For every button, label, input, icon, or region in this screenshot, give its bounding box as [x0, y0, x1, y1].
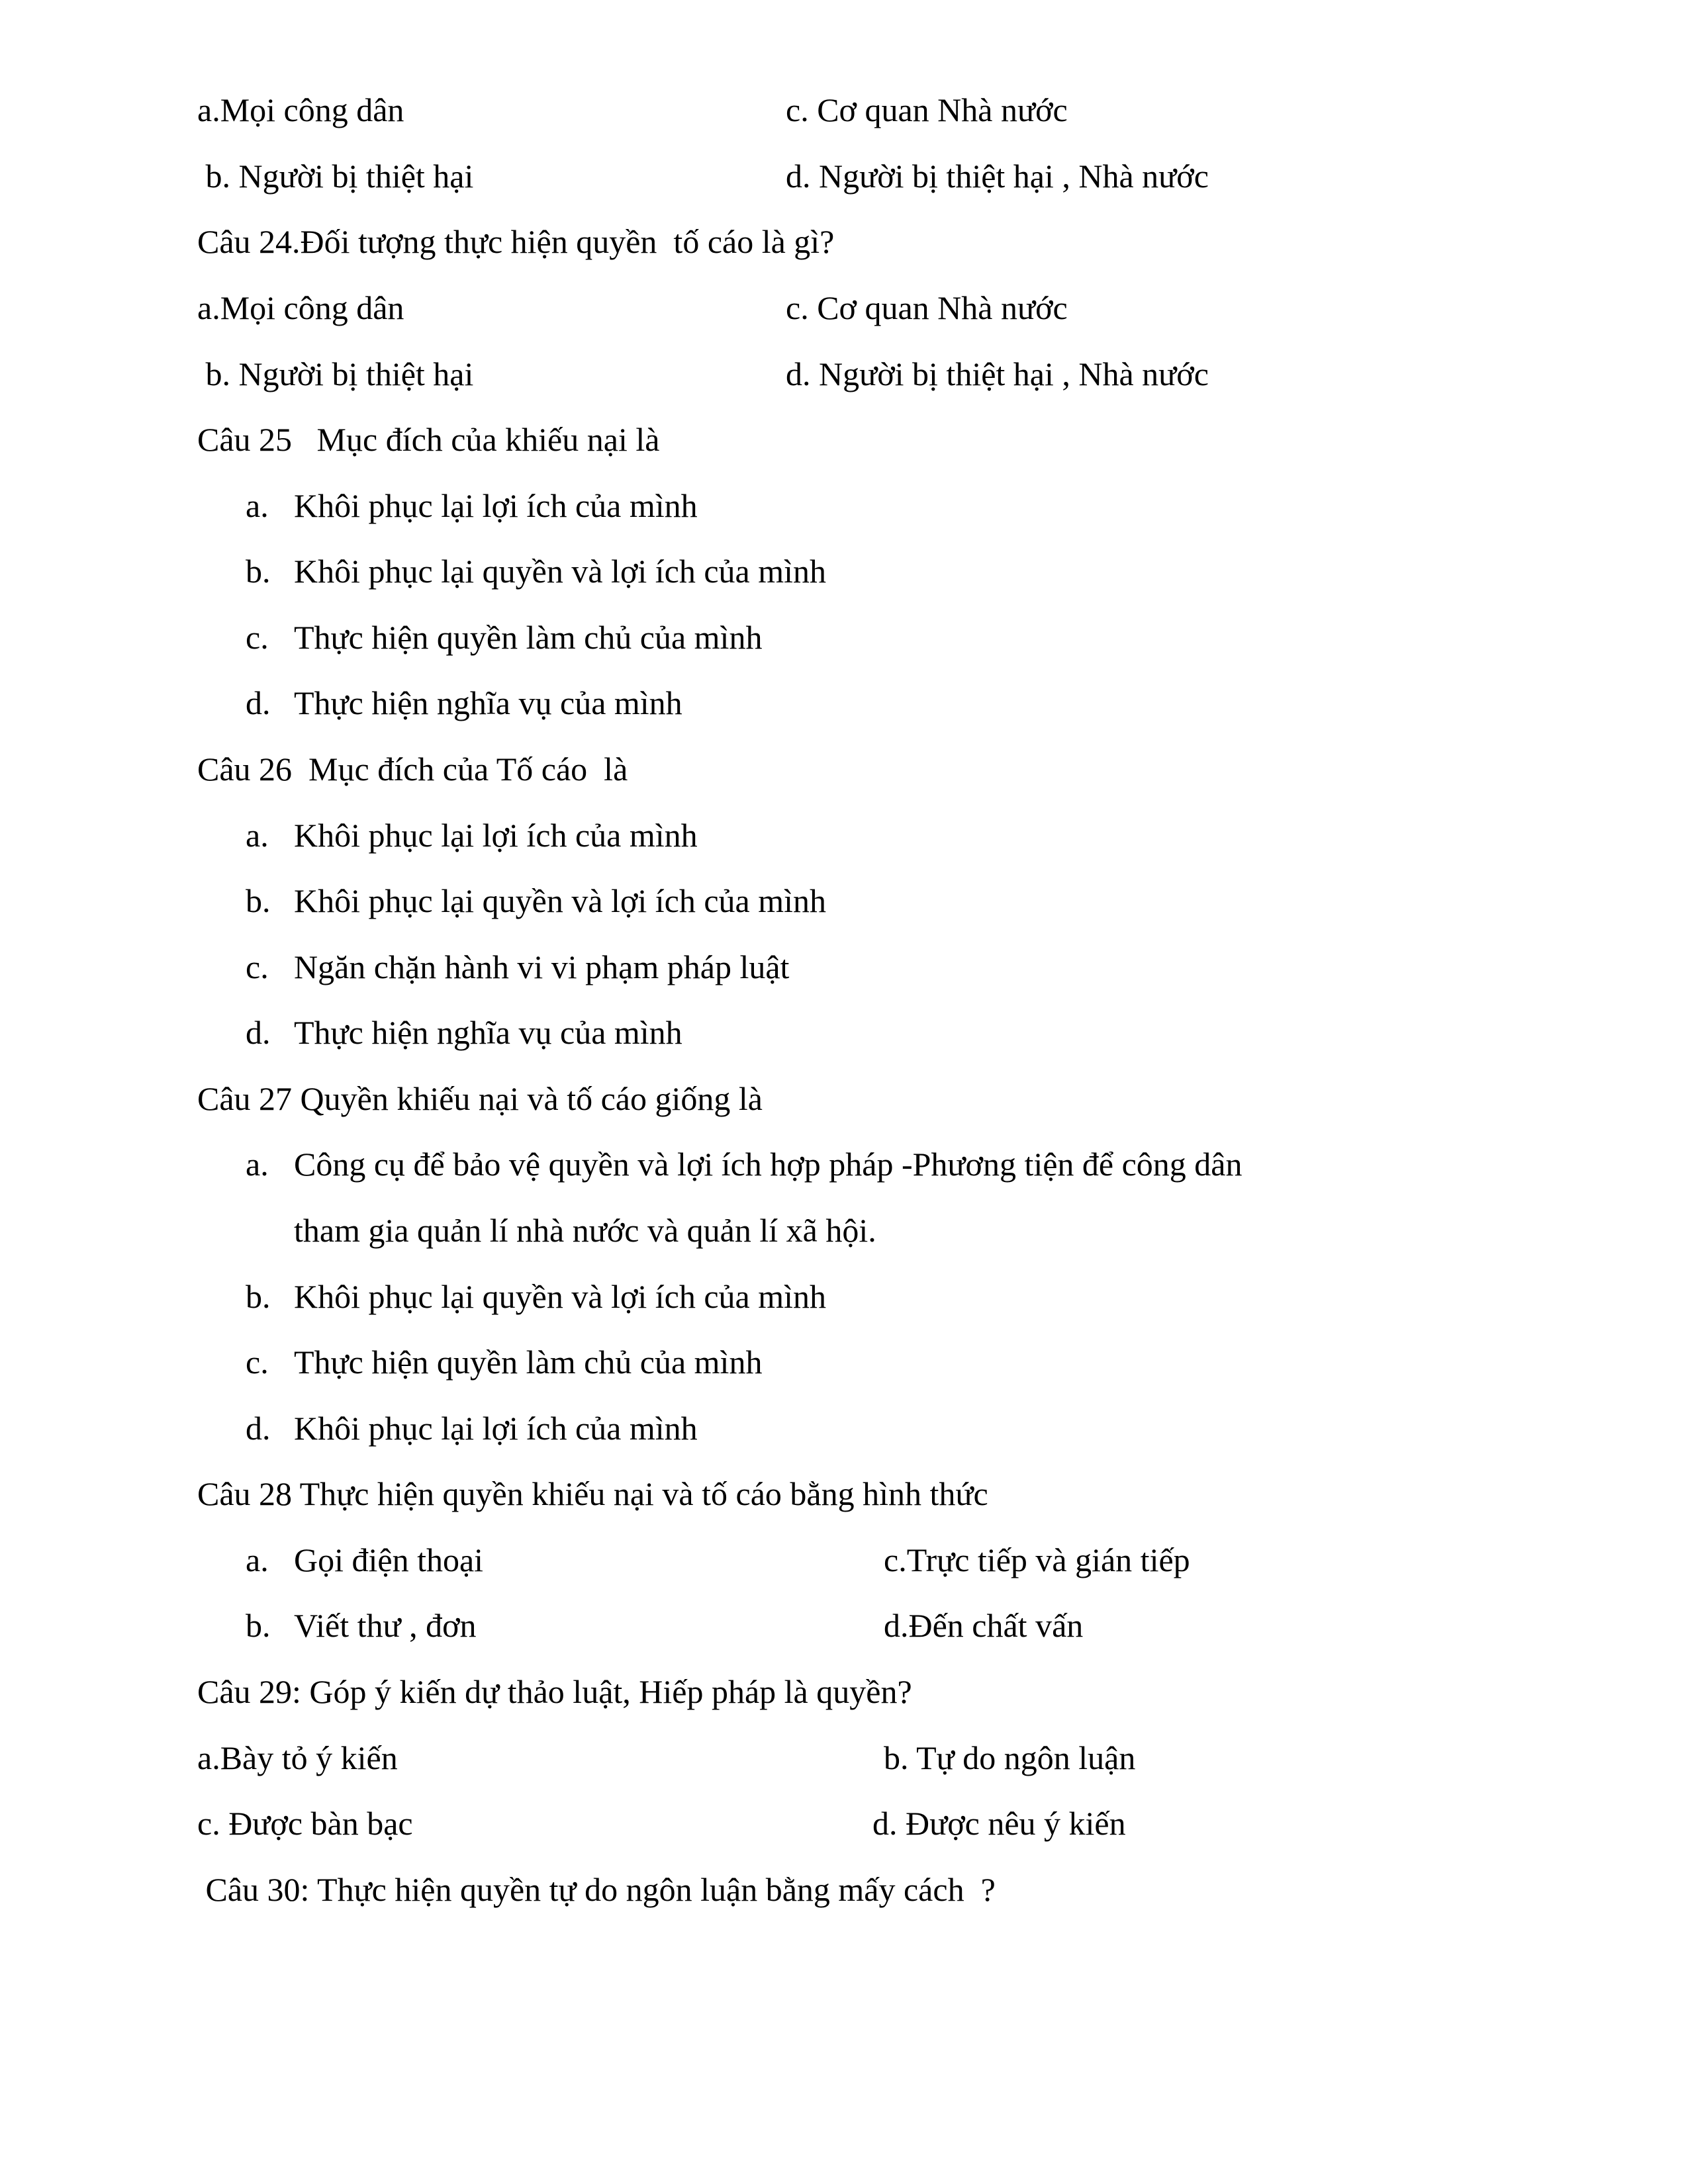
- option-text: Khôi phục lại lợi ích của mình: [294, 817, 698, 854]
- option-text: Thực hiện quyền làm chủ của mình: [294, 1343, 763, 1381]
- q27-option-d: [0, 1395, 1688, 1461]
- option-text: Khôi phục lại quyền và lợi ích của mình: [294, 882, 827, 919]
- option-text: Khôi phục lại quyền và lợi ích của mình: [294, 1278, 827, 1315]
- q23-option-b: b. Người bị thiệt hại: [197, 158, 474, 195]
- q25-option-d: [0, 670, 1688, 736]
- option-text: Thực hiện quyền làm chủ của mình: [294, 619, 763, 656]
- option-text: Thực hiện nghĩa vụ của mình: [294, 684, 682, 721]
- option-text: Khôi phục lại quyền và lợi ích của mình: [294, 553, 827, 590]
- option-letter: a.: [246, 1541, 269, 1578]
- q24-row-bd: [0, 341, 1688, 407]
- option-letter: b.: [246, 1607, 271, 1644]
- q29-option-a: a.Bày tỏ ý kiến: [197, 1739, 398, 1776]
- q29-question: [0, 1659, 1688, 1725]
- option-letter: c.: [246, 619, 269, 656]
- q23-row-ac: [0, 77, 1688, 143]
- option-text: Khôi phục lại lợi ích của mình: [294, 487, 698, 524]
- q30-question: [0, 1856, 1688, 1923]
- q24-option-b: b. Người bị thiệt hại: [197, 355, 474, 392]
- option-text: Ngăn chặn hành vi vi phạm pháp luật: [294, 948, 790, 985]
- q23-option-d: d. Người bị thiệt hại , Nhà nước: [786, 158, 1209, 195]
- option-letter: d.: [246, 684, 271, 721]
- q26-question: [0, 736, 1688, 802]
- option-letter: d.: [246, 1410, 271, 1447]
- q29-row-cd: [0, 1790, 1688, 1856]
- option-letter: c.: [246, 1343, 269, 1381]
- option-letter: a.: [246, 487, 269, 524]
- q23-option-c: c. Cơ quan Nhà nước: [786, 91, 1068, 128]
- option-letter: b.: [246, 1278, 271, 1315]
- option-letter: b.: [246, 553, 271, 590]
- q28-option-c: c.Trực tiếp và gián tiếp: [884, 1541, 1190, 1578]
- q29-row-ab: [0, 1725, 1688, 1791]
- q26-option-a: [0, 802, 1688, 868]
- q23-option-a: a.Mọi công dân: [197, 91, 404, 128]
- q27-option-b: [0, 1263, 1688, 1330]
- q28-row-bd: [0, 1592, 1688, 1659]
- q25-question: [0, 406, 1688, 473]
- q24-option-c: c. Cơ quan Nhà nước: [786, 289, 1068, 326]
- q24-question: [0, 208, 1688, 275]
- q24-option-a: a.Mọi công dân: [197, 289, 404, 326]
- q28-option-b: Viết thư , đơn: [294, 1607, 477, 1644]
- q24-row-ac: [0, 275, 1688, 341]
- q23-row-bd: [0, 143, 1688, 209]
- q29-option-b: b. Tự do ngôn luận: [884, 1739, 1136, 1776]
- q28-row-ac: [0, 1527, 1688, 1593]
- q26-option-b: [0, 868, 1688, 934]
- question-text: Câu 27 Quyền khiếu nại và tố cáo giống là: [197, 1080, 763, 1117]
- q28-option-d: d.Đến chất vấn: [884, 1607, 1084, 1644]
- option-letter: d.: [246, 1014, 271, 1051]
- q24-option-d: d. Người bị thiệt hại , Nhà nước: [786, 355, 1209, 392]
- q25-option-b: [0, 538, 1688, 604]
- q29-option-c: c. Được bàn bạc: [197, 1805, 413, 1842]
- q27-option-a-continued: [0, 1197, 1688, 1263]
- question-text: Câu 24.Đối tượng thực hiện quyền tố cáo là gì?: [197, 223, 835, 260]
- question-text: Câu 29: Góp ý kiến dự thảo luật, Hiếp pháp là quyền?: [197, 1673, 912, 1710]
- option-letter: a.: [246, 1146, 269, 1183]
- q27-question: [0, 1066, 1688, 1132]
- q28-option-a: Gọi điện thoại: [294, 1541, 484, 1578]
- q27-option-c: [0, 1329, 1688, 1395]
- q25-option-a: [0, 473, 1688, 539]
- q28-question: [0, 1461, 1688, 1527]
- q25-option-c: [0, 604, 1688, 670]
- q29-option-d: d. Được nêu ý kiến: [872, 1805, 1126, 1842]
- option-text: Thực hiện nghĩa vụ của mình: [294, 1014, 682, 1051]
- q26-option-c: [0, 934, 1688, 1000]
- option-text-continued: tham gia quản lí nhà nước và quản lí xã hội.: [294, 1212, 876, 1249]
- q26-option-d: [0, 999, 1688, 1066]
- option-letter: b.: [246, 882, 271, 919]
- q27-option-a: [0, 1131, 1688, 1197]
- question-text: Câu 26 Mục đích của Tố cáo là: [197, 751, 628, 788]
- question-text: Câu 30: Thực hiện quyền tự do ngôn luận bằng mấy cách ?: [197, 1871, 996, 1908]
- option-letter: c.: [246, 948, 269, 985]
- option-letter: a.: [246, 817, 269, 854]
- question-text: Câu 28 Thực hiện quyền khiếu nại và tố cáo bằng hình thức: [197, 1475, 988, 1512]
- question-text: Câu 25 Mục đích của khiếu nại là: [197, 421, 660, 458]
- option-text: Công cụ để bảo vệ quyền và lợi ích hợp pháp -Phương tiện để công dân: [294, 1146, 1243, 1183]
- option-text: Khôi phục lại lợi ích của mình: [294, 1410, 698, 1447]
